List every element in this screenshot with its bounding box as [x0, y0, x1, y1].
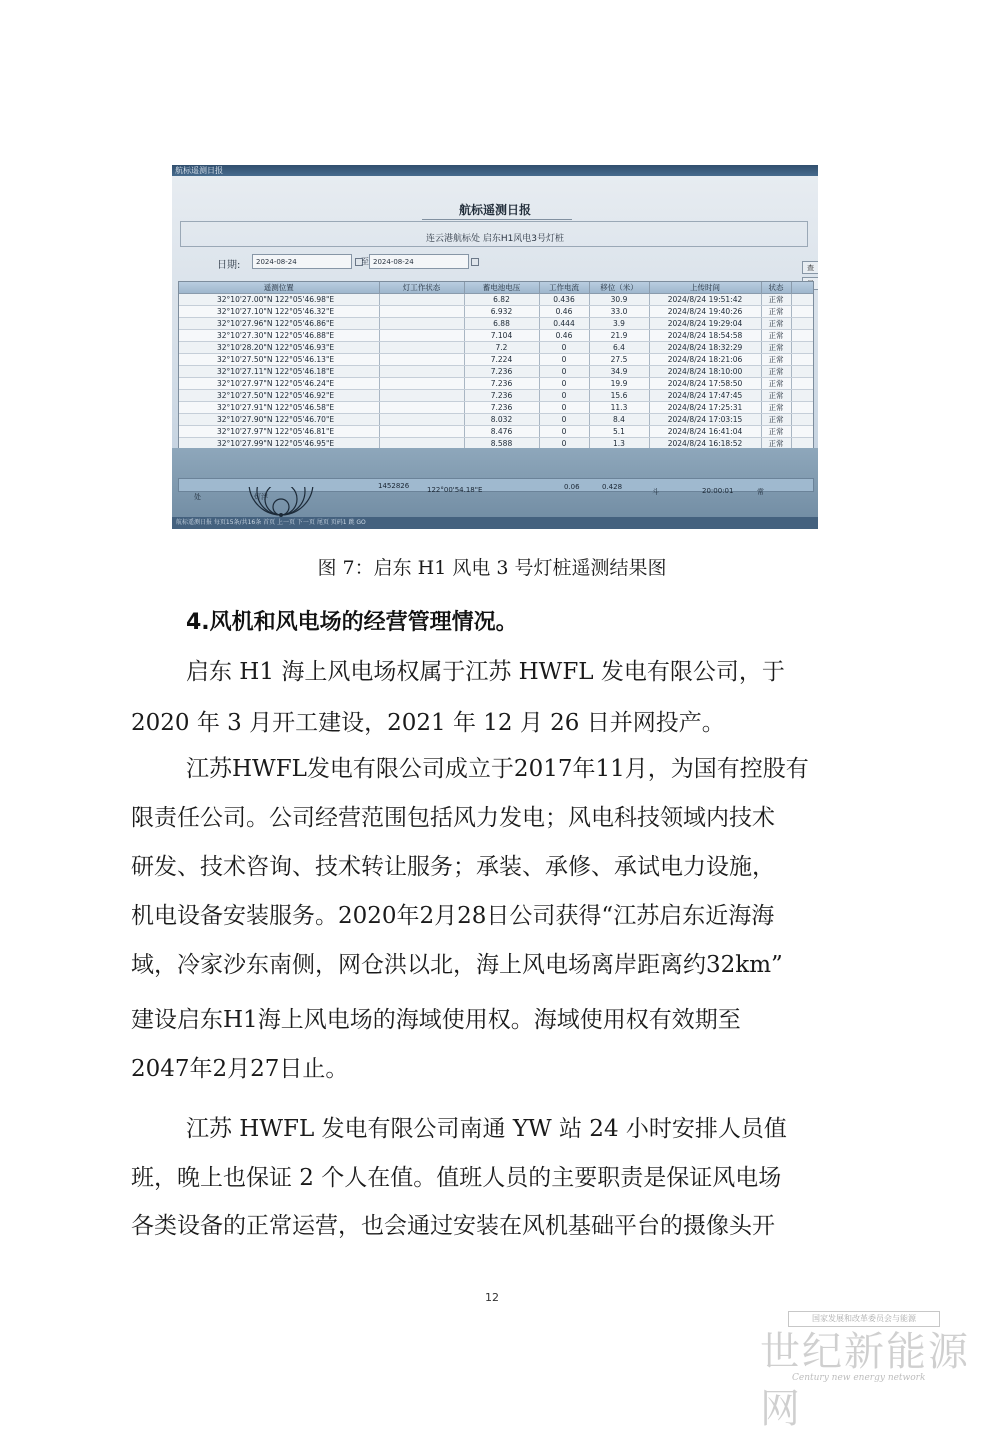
cell-pos: 32°10'27.91"N 122°05'46.58"E	[179, 402, 379, 414]
cell-time: 2024/8/24 17:47:45	[649, 390, 761, 402]
cell-current: 0.444	[539, 318, 589, 330]
cell-time: 2024/8/24 18:21:06	[649, 354, 761, 366]
bottom-cell: 常	[757, 488, 764, 496]
date-label: 日期:	[217, 260, 241, 271]
cell-status: 正常	[761, 354, 791, 366]
cell-current: 0	[539, 426, 589, 438]
cell-pos: 32°10'27.97"N 122°05'46.81"E	[179, 426, 379, 438]
cell-status: 正常	[761, 414, 791, 426]
cell-time: 2024/8/24 18:32:29	[649, 342, 761, 354]
cell-extra	[791, 414, 814, 426]
body-line: 各类设备的正常运营，也会通过安装在风机基础平台的摄像头开	[131, 1213, 775, 1239]
date-from-input[interactable]: 2024-08-24	[252, 254, 352, 269]
col-header[interactable]: 上传时间	[649, 282, 761, 294]
cell-pos: 32°10'27.90"N 122°05'46.70"E	[179, 414, 379, 426]
cell-pos: 32°10'27.96"N 122°05'46.86"E	[179, 318, 379, 330]
pager-status-line: 航标遥测日报 每页15条/共16条 首页 上一页 下一页 尾页 页码1 跳 GO	[172, 517, 818, 529]
cell-lamp	[379, 354, 464, 366]
table-row[interactable]	[179, 294, 814, 306]
cell-lamp	[379, 378, 464, 390]
col-header-extra	[791, 282, 814, 294]
cell-pos: 32°10'28.20"N 122°05'46.93"E	[179, 342, 379, 354]
cell-current: 0	[539, 438, 589, 450]
bottom-cell: 0.06	[564, 483, 580, 491]
cell-time: 2024/8/24 18:10:00	[649, 366, 761, 378]
cell-status: 正常	[761, 426, 791, 438]
cell-voltage: 8.588	[464, 438, 539, 450]
body-line: 班，晚上也保证 2 个人在值。值班人员的主要职责是保证风电场	[131, 1165, 782, 1191]
cell-offset: 27.5	[589, 354, 649, 366]
cell-voltage: 7.224	[464, 354, 539, 366]
cell-lamp	[379, 306, 464, 318]
cell-lamp	[379, 294, 464, 306]
table-row[interactable]	[179, 318, 814, 330]
cell-status: 正常	[761, 306, 791, 318]
table-row[interactable]	[179, 354, 814, 366]
bottom-cell: 斗	[652, 488, 659, 496]
report-title: 航标遥测日报	[458, 203, 531, 217]
cell-pos: 32°10'27.99"N 122°05'46.95"E	[179, 438, 379, 450]
cell-current: 0.46	[539, 330, 589, 342]
cell-status: 正常	[761, 342, 791, 354]
body-line: 江苏HWFL发电有限公司成立于2017年11月，为国有控股有	[186, 756, 809, 782]
cell-offset: 15.6	[589, 390, 649, 402]
cell-time: 2024/8/24 17:58:50	[649, 378, 761, 390]
cell-voltage: 8.032	[464, 414, 539, 426]
cell-voltage: 7.2	[464, 342, 539, 354]
calendar-icon[interactable]	[471, 258, 479, 266]
cell-lamp	[379, 390, 464, 402]
body-line: 2047年2月27日止。	[131, 1056, 349, 1082]
cell-lamp	[379, 366, 464, 378]
cell-time: 2024/8/24 17:03:15	[649, 414, 761, 426]
table-row[interactable]	[179, 414, 814, 426]
cell-pos: 32°10'27.11"N 122°05'46.18"E	[179, 366, 379, 378]
cell-pos: 32°10'27.97"N 122°05'46.24"E	[179, 378, 379, 390]
watermark-logo: 世纪新能源网	[760, 1329, 970, 1432]
table-row[interactable]	[179, 366, 814, 378]
cell-offset: 6.4	[589, 342, 649, 354]
bottom-cell: 20:00:01	[702, 487, 734, 495]
cell-voltage: 6.88	[464, 318, 539, 330]
cell-pos: 32°10'27.50"N 122°05'46.13"E	[179, 354, 379, 366]
date-to-label: 至	[361, 257, 369, 266]
cell-offset: 19.9	[589, 378, 649, 390]
cell-voltage: 6.82	[464, 294, 539, 306]
telemetry-screenshot	[172, 165, 818, 529]
cell-current: 0	[539, 402, 589, 414]
cell-voltage: 7.104	[464, 330, 539, 342]
cell-time: 2024/8/24 16:18:52	[649, 438, 761, 450]
query-button[interactable]: 查	[802, 261, 818, 274]
cell-status: 正常	[761, 330, 791, 342]
date-to-input[interactable]: 2024-08-24	[369, 254, 469, 269]
bottom-cell: 1452826	[378, 482, 410, 490]
cell-lamp	[379, 318, 464, 330]
cell-voltage: 7.236	[464, 378, 539, 390]
cell-status: 正常	[761, 294, 791, 306]
cell-pos: 32°10'27.10"N 122°05'46.32"E	[179, 306, 379, 318]
cell-offset: 3.9	[589, 318, 649, 330]
cell-lamp	[379, 342, 464, 354]
body-line: 限责任公司。公司经营范围包括风力发电；风电科技领域内技术	[131, 805, 775, 831]
cell-extra	[791, 354, 814, 366]
table-row[interactable]	[179, 390, 814, 402]
table-row[interactable]	[179, 378, 814, 390]
window-title: 航标遥测日报	[172, 165, 818, 176]
cell-voltage: 7.236	[464, 390, 539, 402]
cell-extra	[791, 318, 814, 330]
cell-status: 正常	[761, 318, 791, 330]
cell-time: 2024/8/24 19:51:42	[649, 294, 761, 306]
cell-extra	[791, 378, 814, 390]
radar-icon	[236, 487, 326, 517]
cell-status: 正常	[761, 366, 791, 378]
col-header[interactable]: 移位（米）	[589, 282, 649, 294]
bottom-cell: 灯浮	[254, 493, 268, 501]
figure-caption: 图 7：启东 H1 风电 3 号灯桩遥测结果图	[317, 557, 667, 579]
cell-pos: 32°10'27.30"N 122°05'46.88"E	[179, 330, 379, 342]
cell-current: 0	[539, 414, 589, 426]
body-line: 机电设备安装服务。2020年2月28日公司获得“江苏启东近海海	[131, 903, 775, 929]
body-line: 江苏 HWFL 发电有限公司南通 YW 站 24 小时安排人员值	[186, 1116, 787, 1142]
body-line: 域，冷家沙东南侧，网仓洪以北，海上风电场离岸距离约32km”	[131, 952, 783, 978]
cell-offset: 34.9	[589, 366, 649, 378]
watermark-box: 国家发展和改革委员会与能源	[788, 1311, 940, 1327]
col-header[interactable]: 灯工作状态	[379, 282, 464, 294]
cell-status: 正常	[761, 390, 791, 402]
cell-voltage: 7.236	[464, 402, 539, 414]
body-line: 建设启东H1海上风电场的海域使用权。海域使用权有效期至	[131, 1007, 741, 1033]
cell-current: 0	[539, 366, 589, 378]
cell-offset: 21.9	[589, 330, 649, 342]
cell-current: 0.436	[539, 294, 589, 306]
col-header[interactable]: 蓄电池电压	[464, 282, 539, 294]
cell-current: 0	[539, 354, 589, 366]
cell-offset: 30.9	[589, 294, 649, 306]
cell-time: 2024/8/24 16:41:04	[649, 426, 761, 438]
col-header[interactable]: 工作电流	[539, 282, 589, 294]
cell-extra	[791, 402, 814, 414]
cell-current: 0	[539, 378, 589, 390]
cell-extra	[791, 390, 814, 402]
cell-extra	[791, 294, 814, 306]
cell-offset: 33.0	[589, 306, 649, 318]
cell-offset: 8.4	[589, 414, 649, 426]
title-underline	[422, 219, 572, 220]
cell-status: 正常	[761, 378, 791, 390]
cell-voltage: 6.932	[464, 306, 539, 318]
table-row[interactable]	[179, 342, 814, 354]
cell-lamp	[379, 426, 464, 438]
cell-extra	[791, 426, 814, 438]
section-heading: 4.风机和风电场的经营管理情况。	[186, 610, 518, 635]
cell-time: 2024/8/24 19:40:26	[649, 306, 761, 318]
cell-lamp	[379, 414, 464, 426]
cell-offset: 5.1	[589, 426, 649, 438]
cell-offset: 11.3	[589, 402, 649, 414]
table-row[interactable]	[179, 402, 814, 414]
cell-current: 0	[539, 342, 589, 354]
body-line: 启东 H1 海上风电场权属于江苏 HWFL 发电有限公司，于	[186, 659, 785, 685]
cell-lamp	[379, 402, 464, 414]
cell-time: 2024/8/24 19:29:04	[649, 318, 761, 330]
cell-extra	[791, 330, 814, 342]
cell-extra	[791, 306, 814, 318]
cell-status: 正常	[761, 402, 791, 414]
cell-current: 0	[539, 390, 589, 402]
bottom-cell: 处	[194, 493, 201, 501]
cell-lamp	[379, 330, 464, 342]
watermark-tagline: Century new energy network	[792, 1373, 926, 1383]
cell-time: 2024/8/24 18:54:58	[649, 330, 761, 342]
cell-current: 0.46	[539, 306, 589, 318]
cell-offset: 1.3	[589, 438, 649, 450]
cell-time: 2024/8/24 17:25:31	[649, 402, 761, 414]
col-header[interactable]: 状态	[761, 282, 791, 294]
cell-extra	[791, 342, 814, 354]
cell-pos: 32°10'27.00"N 122°05'46.98"E	[179, 294, 379, 306]
body-line: 研发、技术咨询、技术转让服务；承装、承修、承试电力设施，	[131, 854, 775, 880]
cell-voltage: 8.476	[464, 426, 539, 438]
table-row[interactable]	[179, 426, 814, 438]
report-subtitle: 连云港航标处 启东H1风电3号灯桩	[425, 234, 565, 244]
body-line: 2020 年 3 月开工建设，2021 年 12 月 26 日并网投产。	[131, 710, 725, 736]
table-body	[179, 294, 814, 462]
table-row[interactable]	[179, 330, 814, 342]
bottom-cell: 0.428	[602, 483, 623, 491]
col-header[interactable]: 遥测位置	[179, 282, 379, 294]
cell-voltage: 7.236	[464, 366, 539, 378]
table-row[interactable]	[179, 306, 814, 318]
bottom-cell: 122°00'54.18"E	[427, 486, 483, 494]
page-number: 12	[485, 1291, 499, 1304]
cell-extra	[791, 366, 814, 378]
table-header-row	[179, 282, 814, 294]
cell-pos: 32°10'27.50"N 122°05'46.92"E	[179, 390, 379, 402]
cell-status: 正常	[761, 438, 791, 450]
